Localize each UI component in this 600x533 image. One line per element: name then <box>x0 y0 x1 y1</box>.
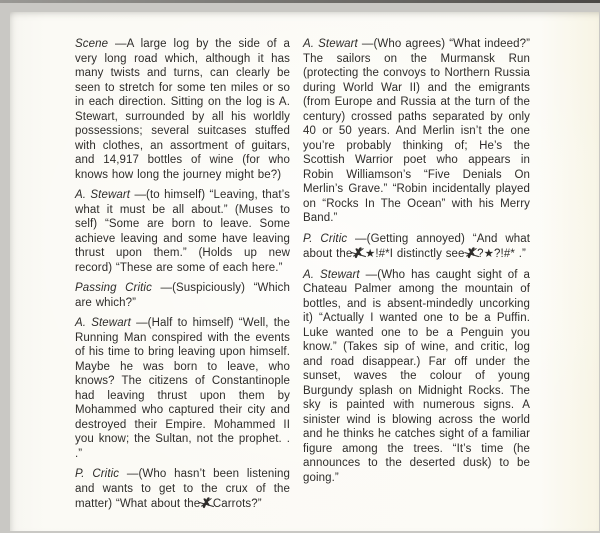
paragraph <box>303 232 530 262</box>
speaker-name: P. Critic <box>303 232 348 245</box>
speaker-name: A. Stewart <box>303 268 360 281</box>
speaker-name: A. Stewart <box>75 317 131 329</box>
dialogue-text: —(Suspiciously) “Which are which?” <box>75 282 290 309</box>
dialogue-text: —(to himself) “Leaving, that’s what it must be all about.” (Muses to self) “Some are born to leave. Some achieve leaving and some have leaving thrust upon them.” (Holds up new record) “These are some of each here.” <box>75 189 290 274</box>
dialogue-text: ★!#*I distinctly see <box>364 248 465 260</box>
page-content <box>10 12 599 518</box>
paragraph <box>75 281 290 310</box>
dialogue-text: —A large log by the side of a very long road which, although it has many twists and turns, can clearly be seen to stretch for some ten miles or so in each direction. Sitting on the log is A. Stewart, surrounded by all his worldly possessions; several suitcases stuffed with clothes, an assortment of guitars, and 14,917 bottles of wine (for who knows how long the journey might be?) <box>75 38 290 181</box>
dialogue-text: —(Getting annoyed) “And what about the <box>303 232 531 260</box>
speaker-name: A. Stewart <box>303 38 358 50</box>
scribble-mark: ✗ <box>200 495 213 511</box>
dialogue-text: —(Half to himself) “Well, the Running Man conspired with the events of his time to bring leaving upon himself. Maybe he was born to leave, who knows? The citizens of Constantinople had leaving thrust upon them by Mohammed who captured their city and destroyed their Empire. Mohammed II you know; the Sultan, not the prophet. . .” <box>75 317 290 460</box>
dialogue-text: —(Who agrees) “What indeed?” The sailors on the Murmansk Run (protecting the convoys to Northern Russia during World War II) and the emigrants (from Europe and Russia at the turn of the century) crossed paths separated by only 40 or 50 years. And Merlin isn’t the one you’re probably thinking of; He’s the Scottish Warrior poet who appears in Robin Williamson’s “Five Denials On Merlin’s Grave.” “Robin incidentally played on “Rocks In The Ocean” with his Merry Band.” <box>303 38 530 224</box>
paragraph <box>75 188 290 275</box>
paragraph <box>75 467 290 512</box>
scribble-mark: ✗ <box>352 245 365 261</box>
speaker-name: Scene <box>75 38 109 50</box>
text-column-left <box>75 37 290 518</box>
paragraph <box>75 37 290 182</box>
liner-notes-page <box>10 12 599 531</box>
speaker-name: P. Critic <box>75 468 120 480</box>
speaker-name: A. Stewart <box>75 189 131 201</box>
scribble-mark: ✗ <box>464 245 478 261</box>
dialogue-text: ?★?!#* .” <box>477 248 526 260</box>
paragraph <box>303 268 530 486</box>
dialogue-text: —(Who hasn’t been listening and wants to get to the crux of the matter) “What about the <box>75 468 290 510</box>
text-column-right <box>303 37 530 518</box>
scan-top-edge <box>0 0 600 3</box>
dialogue-text: —(Who has caught sight of a Chateau Palmer among the mountain of bottles, and is absent-mindedly uncorking it) “Actually I wanted one to be a Puffin. Luke wanted one to be a Penguin you know.” (Takes sip of wine, and critic, log and road disappear.) Far off under the sunset, waves the colour of young Burgundy splash on Midnight Rocks. The sky is painted with numerous signs. A sinister wind is blowing across the world and he thinks he catches sight of a familiar figure among the trees. “It’s time (he announces to the deserted dusk) to be going.” <box>303 268 530 484</box>
speaker-name: Passing Critic <box>75 282 152 294</box>
dialogue-text: Carrots?” <box>212 498 262 510</box>
paragraph <box>75 316 290 461</box>
paragraph <box>303 37 530 226</box>
